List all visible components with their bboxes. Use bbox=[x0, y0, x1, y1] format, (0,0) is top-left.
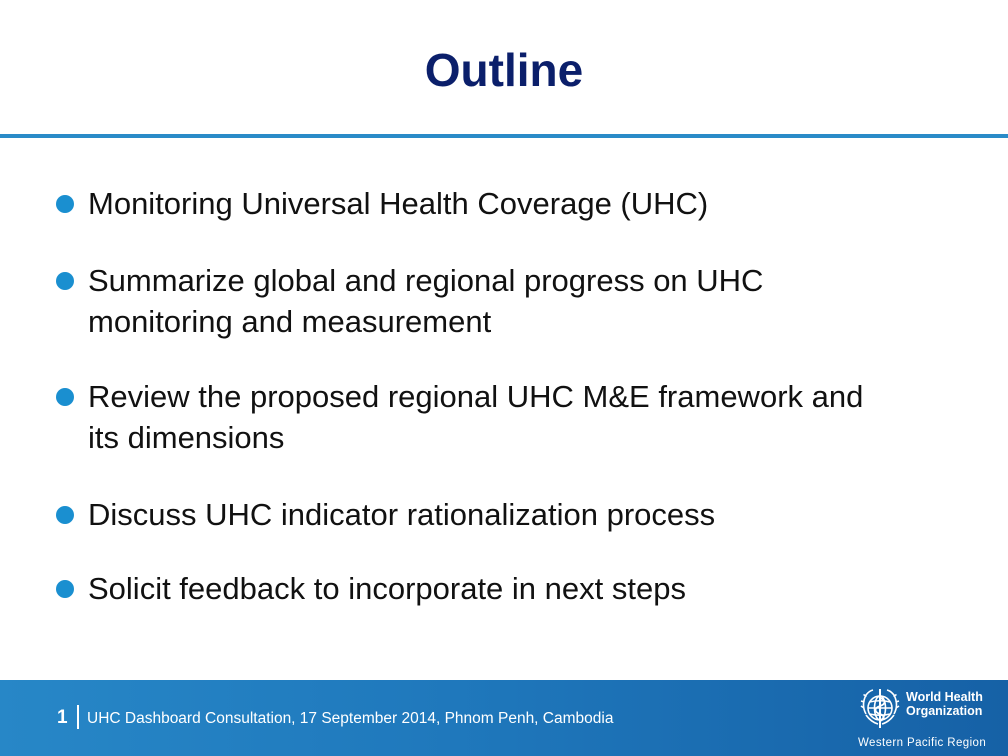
who-logo bbox=[832, 684, 1002, 752]
bullet-line: Solicit feedback to incorporate in next steps bbox=[88, 571, 686, 606]
bullet-icon bbox=[56, 272, 74, 290]
bullet-line: monitoring and measurement bbox=[88, 304, 492, 339]
page-number: 1 bbox=[57, 707, 68, 728]
bullet-icon bbox=[56, 195, 74, 213]
who-name bbox=[906, 690, 1002, 718]
bullet-item bbox=[56, 260, 986, 342]
who-name-line: Organization bbox=[906, 704, 983, 718]
bullet-line: Review the proposed regional UHC M&E framework and bbox=[88, 379, 864, 414]
bullet-line: Summarize global and regional progress on UHC bbox=[88, 263, 764, 298]
slide-title: Outline bbox=[424, 44, 584, 96]
who-region: Western Pacific Region bbox=[858, 737, 987, 749]
bullet-item bbox=[56, 568, 986, 609]
who-name-line: World Health bbox=[906, 690, 983, 704]
footer-caption: UHC Dashboard Consultation, 17 September 2014, Phnom Penh, Cambodia bbox=[87, 710, 614, 727]
bullet-icon bbox=[56, 506, 74, 524]
who-emblem-icon bbox=[856, 684, 904, 732]
bullet-icon bbox=[56, 388, 74, 406]
bullet-line: Discuss UHC indicator rationalization process bbox=[88, 497, 716, 532]
bullet-line: its dimensions bbox=[88, 420, 285, 455]
bullet-item bbox=[56, 494, 986, 535]
footer-divider bbox=[77, 705, 79, 729]
bullet-item bbox=[56, 183, 986, 224]
bullet-icon bbox=[56, 580, 74, 598]
bullet-item bbox=[56, 376, 986, 458]
bullet-line: Monitoring Universal Health Coverage (UHC) bbox=[88, 186, 709, 221]
